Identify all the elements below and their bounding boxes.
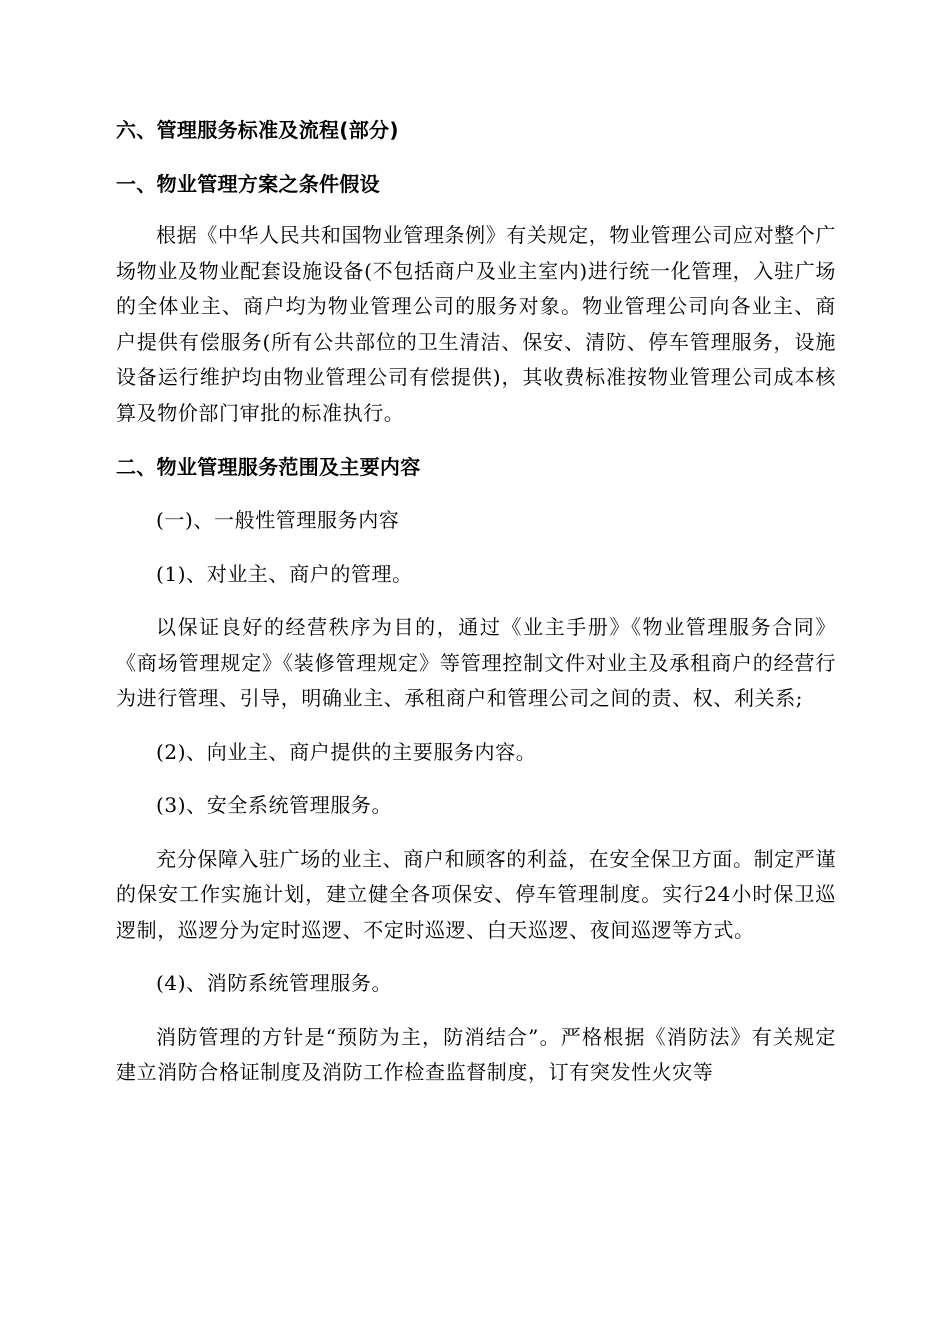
item-security-services: (3)、安全系统管理服务。 <box>156 793 393 817</box>
section-heading-conditions: 一、物业管理方案之条件假设 <box>116 172 380 196</box>
item-owner-management: (1)、对业主、商户的管理。 <box>156 561 413 586</box>
paragraph-conditions: 根据《中华人民共和国物业管理条例》有关规定，物业管理公司应对整个广场物业及物业配套设施设备(不包括商户及业主室内)进行统一化管理，入驻广场的全体业主、商户均为物业管理公司的服务对象。物业管理公司向各业主、商户提供有偿服务(所有公共部位的卫生清洁、保安、清防、停车管理服务，设施设备运行维护均由物业管理公司有偿提供)，其收费标准按物业管理公司成本核算及物价部门审批的标准执行。 <box>116 223 836 425</box>
paragraph-security: 充分保障入驻广场的业主、商户和顾客的利益，在安全保卫方面。制定严谨的保安工作实施计划，建立健全各项保安、停车管理制度。实行24小时保卫巡逻制，巡逻分为定时巡逻、不定时巡逻、白天巡逻、夜间巡逻等方式。 <box>116 846 836 942</box>
item-main-services: (2)、向业主、商户提供的主要服务内容。 <box>156 739 537 764</box>
paragraph-owner-management: 以保证良好的经营秩序为目的，通过《业主手册》《物业管理服务合同》《商场管理规定》《装修管理规定》等管理控制文件对业主及承租商户的经营行为进行管理、引导，明确业主、承租商户和管理公司之间的责、权、利关系; <box>116 615 836 710</box>
item-general-services: (一)、一般性管理服务内容 <box>156 508 400 532</box>
section-heading-main: 六、管理服务标准及流程(部分) <box>116 118 399 142</box>
item-fire-services: (4)、消防系统管理服务。 <box>156 971 393 995</box>
section-heading-scope: 二、物业管理服务范围及主要内容 <box>116 455 421 479</box>
document-body <box>116 112 836 1109</box>
paragraph-fire: 消防管理的方针是“预防为主，防消结合”。严格根据《消防法》有关规定建立消防合格证制度及消防工作检查监督制度，订有突发性火灾等 <box>116 1024 836 1084</box>
